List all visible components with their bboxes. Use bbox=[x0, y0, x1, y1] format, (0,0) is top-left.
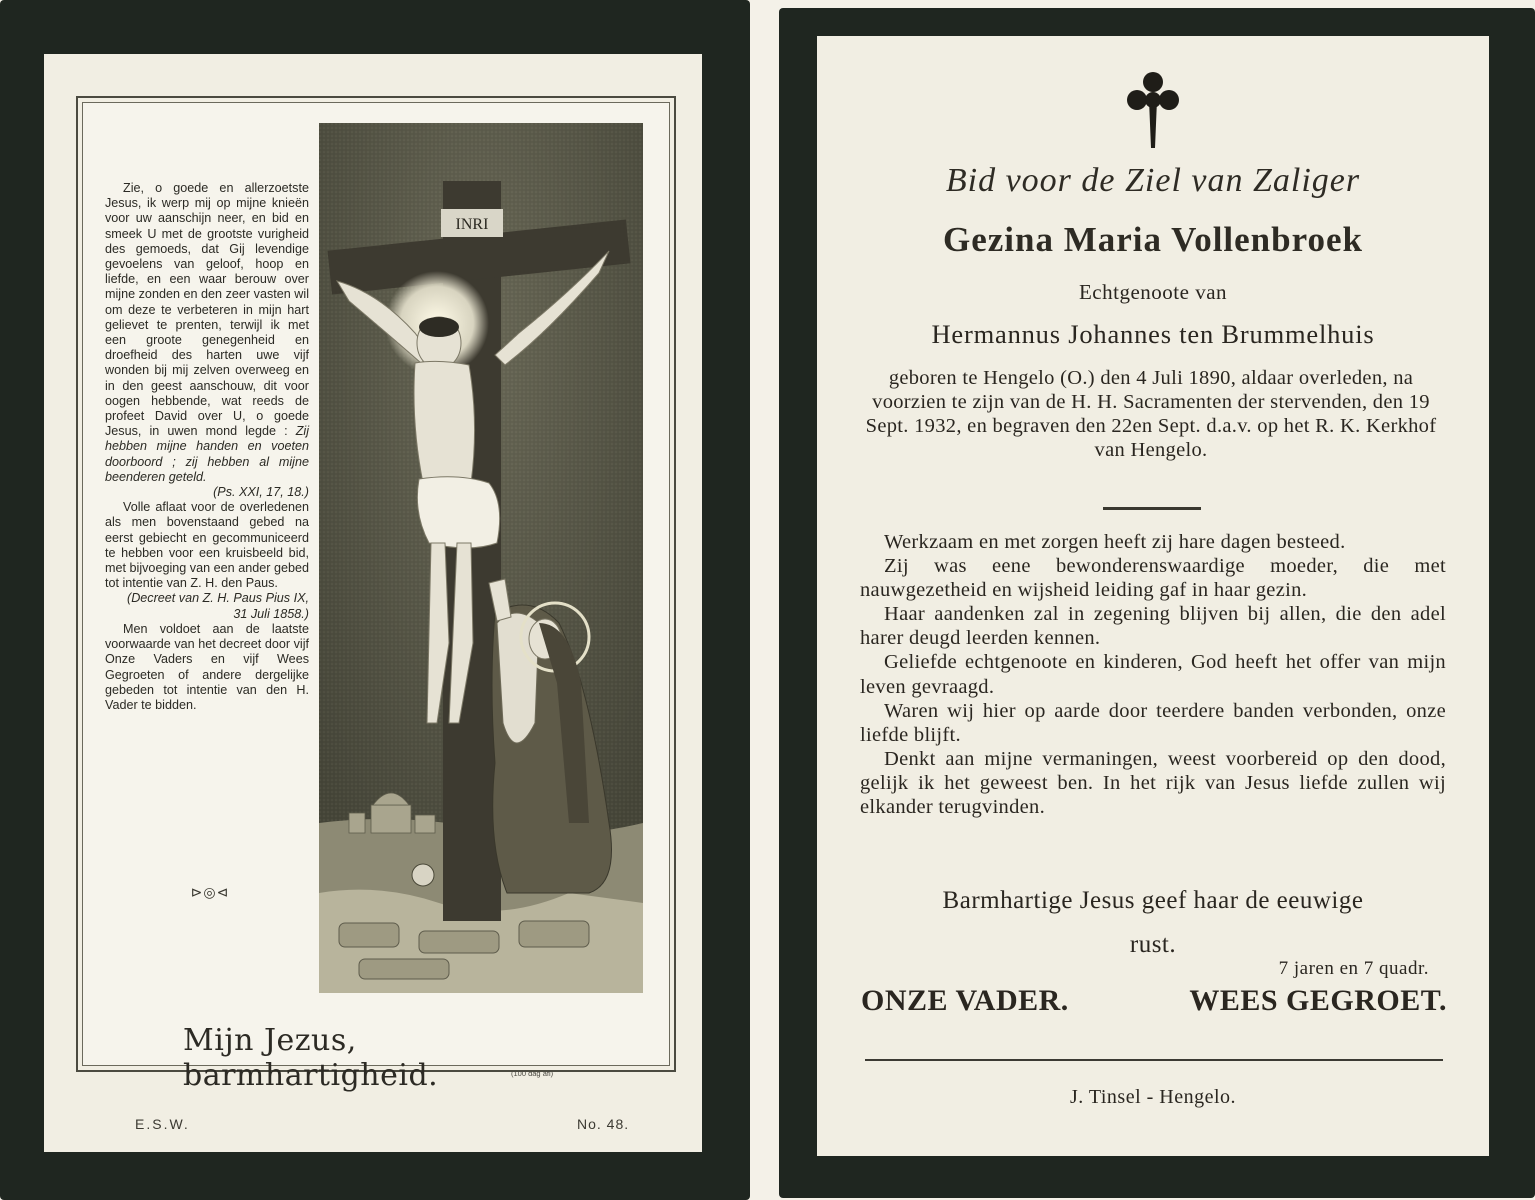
indulgence-note: 7 jaren en 7 quadr. bbox=[1278, 958, 1429, 979]
tribute-paragraph: Werkzaam en met zorgen heeft zij hare dagen besteed. bbox=[884, 531, 1346, 553]
footer-divider bbox=[865, 1059, 1443, 1061]
tribute-paragraph: Zij was eene bewonderenswaardige moeder, die met nauwgezetheid en wijsheid leiding gaf in haar gezin. bbox=[860, 555, 1446, 602]
prayer-citation: (Ps. XXI, 17, 18.) bbox=[213, 485, 309, 500]
tribute-paragraph: Geliefde echtgenoote en kinderen, God heeft het offer van mijn leven gevraagd. bbox=[860, 651, 1446, 698]
condition-paragraph: Men voldoet aan de laatste voorwaarde van het decreet door vijf Onze Vaders en vijf Wees Gegroeten of andere dergelijke gebeden tot intentie van den H. Vader te bidden. bbox=[105, 621, 309, 712]
card-back-content bbox=[817, 36, 1489, 1156]
deceased-name: Gezina Maria Vollenbroek bbox=[942, 220, 1364, 259]
printer-credit: J. Tinsel - Hengelo. bbox=[1069, 1086, 1237, 1108]
closing-prayer: Barmhartige Jesus geef haar de eeuwige rust. bbox=[942, 887, 1364, 958]
crucifixion-scene-svg bbox=[319, 123, 643, 993]
cross-icon bbox=[1125, 70, 1181, 150]
prayer-body: Zie, o goede en allerzoetste Jesus, ik werp mij op mijne knieën voor uw aanschijn neer, en bid en smeek U met de grootste vurigheid des gemoeds, dat Gij levendige gevoelens van geloof, hoop en liefde, en een waar berouw over mijne zonden en den zeer vasten wil om deze te verbeteren in mijn hart gelievet te prenten, terwijl ik met een groote genegenheid en droefheid des harten uwe vijf wonden bij mij zelven overweeg en in den geest aanschouw, dit voor oogen hebbende, wat reeds de profeet David over U, o goede Jesus, in uwen mond legde : bbox=[105, 181, 309, 439]
invocation: Bid voor de Ziel van Zaliger bbox=[945, 162, 1361, 199]
prayer-scripture-quote: Zij hebben mijne handen en voeten doorboord ; zij hebben al mijne beenderen geteld. bbox=[105, 424, 310, 484]
publisher-mark: E.S.W. bbox=[135, 1116, 190, 1132]
card-number: No. 48. bbox=[577, 1116, 630, 1132]
memorial-card-back bbox=[779, 8, 1535, 1198]
tribute-paragraph: Haar aandenken zal in zegening blijven bij allen, die den adel harer deugd leerden kennen. bbox=[860, 603, 1446, 650]
tribute-paragraph: Waren wij hier op aarde door teerdere banden verbonden, onze liefde blijft. bbox=[860, 699, 1446, 746]
spouse-label: Echtgenoote van bbox=[1078, 280, 1228, 304]
prayer-text bbox=[105, 181, 309, 713]
card-front-inner-frame bbox=[82, 102, 670, 1093]
inri-sign: INRI bbox=[455, 216, 489, 233]
decree-citation: (Decreet van Z. H. Paus Pius IX, 31 Juli 1858.) bbox=[127, 591, 309, 621]
tribute bbox=[860, 530, 1446, 819]
card-front-paper bbox=[44, 54, 702, 1152]
spouse-name: Hermannus Johannes ten Brummelhuis bbox=[931, 319, 1375, 349]
card-front-frame bbox=[76, 96, 676, 1093]
prayer-hail-mary: WEES GEGROET. bbox=[1189, 984, 1447, 1017]
prayer-paragraph bbox=[105, 181, 309, 485]
divider bbox=[1103, 507, 1201, 510]
mercy-motto: Mijn Jezus, barmhartigheid. bbox=[183, 1023, 439, 1093]
memorial-card-front bbox=[0, 0, 750, 1200]
biography: geboren te Hengelo (O.) den 4 Juli 1890, aldaar overleden, na voorzien te zijn van de H. H. Sacramenten der stervenden, den 19 Sept. 1932, en begraven den 22en Sept. d.a.v. op het R. K. Kerkhof van Hengelo. bbox=[865, 367, 1437, 461]
indulgence-paragraph: Volle aflaat voor de overledenen als men bovenstaand gebed na eerst gebiecht en gecommuniceerd te hebben voor een kruisbeeld bid, met bijvoeging van een ander gebed tot intentie van Z. H. den Paus. bbox=[105, 500, 309, 591]
motto-indulgence: (100 dag afl) bbox=[511, 1069, 554, 1078]
tribute-paragraph: Denkt aan mijne vermaningen, weest voorbereid op den dood, gelijk ik het geweest ben. In het rijk van Jesus liefde zullen wij elkander terugvinden. bbox=[860, 747, 1446, 819]
ornament-divider: ⊳◎⊲ bbox=[190, 886, 230, 901]
crucifixion-illustration bbox=[319, 123, 643, 993]
card-back-paper bbox=[817, 36, 1489, 1156]
prayer-our-father: ONZE VADER. bbox=[861, 984, 1069, 1017]
